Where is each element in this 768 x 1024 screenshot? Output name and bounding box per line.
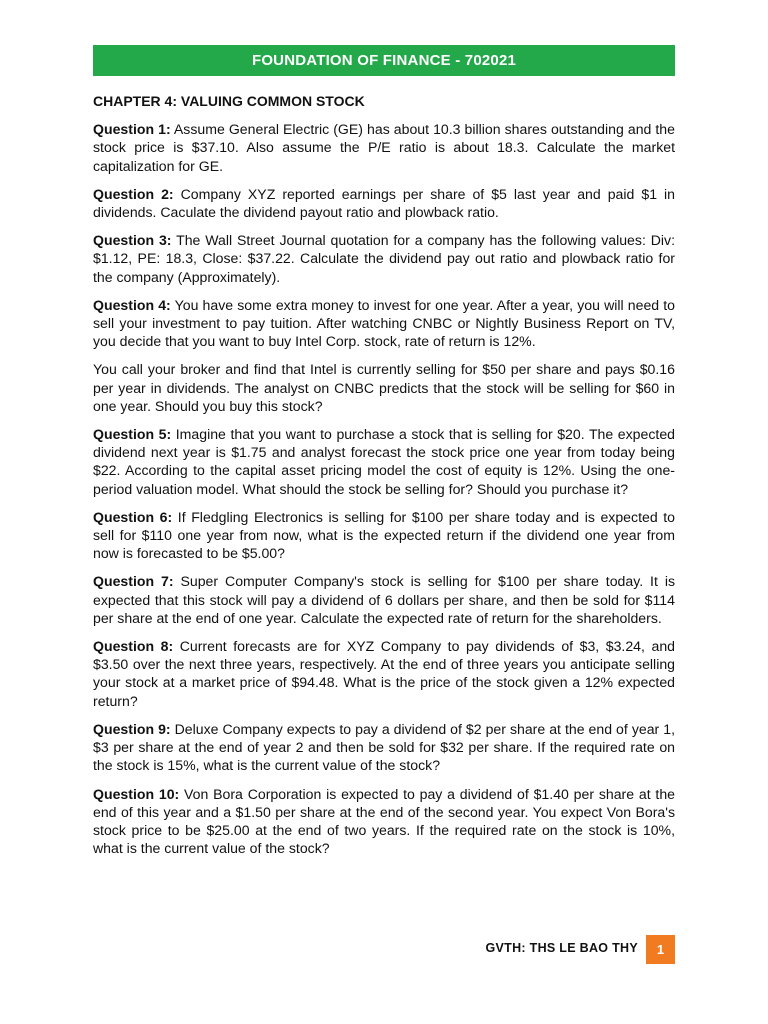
question-label: Question 3: [93, 232, 172, 249]
question-8 [93, 637, 675, 710]
document-title: FOUNDATION OF FINANCE - 702021 [251, 52, 517, 69]
question-text: Deluxe Company expects to pay a dividend of $2 per share at the end of year 1, $3 per share at the end of year 2 and then be sold for $32 per share. If the required rate on the stock is 15%, what is the current value of the stock? [93, 720, 675, 774]
question-label: Question 4: [93, 296, 171, 313]
question-text: Imagine that you want to purchase a stock that is selling for $20. The expected dividend next year is $1.75 and analyst forecast the stock price one year from today being $22. According to the capital asset pricing model the cost of equity is 12%. Using the one-period valuation model. What should the stock be selling for? Should you purchase it? [93, 426, 675, 497]
question-label: Question 2: [93, 185, 174, 202]
document-body [93, 92, 675, 867]
question-label: Question 7: [93, 573, 174, 590]
question-7 [93, 572, 675, 627]
question-4 [93, 296, 675, 351]
question-text: Assume General Electric (GE) has about 10.3 billion shares outstanding and the stock price is $37.10. Also assume the P/E ratio is about 18.3. Calculate the market capitalization for GE. [93, 121, 675, 174]
question-label: Question 1: [93, 121, 171, 138]
question-1 [93, 120, 675, 175]
question-text: Company XYZ reported earnings per share of $5 last year and paid $1 in dividends. Caculate the dividend payout ratio and plowback ratio. [93, 185, 675, 221]
question-text: You call your broker and find that Intel is currently selling for $50 per share and pays $0.16 per year in dividends. The analyst on CNBC predicts that the stock will be selling for $60 in one year. Should you buy this stock? [93, 361, 675, 414]
document-header [93, 45, 675, 76]
question-10 [93, 785, 675, 858]
question-label: Question 10: [93, 785, 180, 802]
question-label: Question 5: [93, 426, 172, 443]
question-9 [93, 720, 675, 775]
question-text: You have some extra money to invest for one year. After a year, you will need to sell your investment to pay tuition. After watching CNBC or Nightly Business Report on TV, you decide that you want to buy Intel Corp. stock, rate of return is 12%. [93, 296, 676, 350]
question-6 [93, 508, 675, 563]
chapter-heading: CHAPTER 4: VALUING COMMON STOCK [93, 93, 365, 109]
question-4-continued [93, 360, 675, 415]
footer-instructor: GVTH: THS LE BAO THY [485, 941, 638, 955]
page-number-badge [646, 935, 675, 964]
question-2 [93, 185, 675, 221]
question-5 [93, 425, 675, 498]
question-label: Question 9: [93, 720, 171, 737]
question-text: The Wall Street Journal quotation for a company has the following values: Div: $1.12, PE: 18.3, Close: $37.22. Calculate the dividend pay out ratio and plowback ratio for the company (Approximately). [93, 232, 675, 285]
question-text: Von Bora Corporation is expected to pay a dividend of $1.40 per share at the end of this year and a $1.50 per share at the end of the second year. You expect Von Bora's stock price to be $25.00 at the end of two years. If the required rate on the stock is 10%, what is the current value of the stock? [93, 785, 675, 857]
question-3 [93, 231, 675, 286]
question-text: Super Computer Company's stock is selling for $100 per share today. It is expected that this stock will pay a dividend of 6 dollars per share, and then be sold for $114 per share at the end of one year. Calculate the expected rate of return for the shareholders. [93, 573, 675, 626]
question-label: Question 6: [93, 508, 173, 525]
question-text: If Fledgling Electronics is selling for $100 per share today and is expected to sell for $110 one year from now, what is the expected return if the dividend one year from now is forecasted to be $5.00? [93, 508, 675, 562]
question-label: Question 8: [93, 638, 174, 655]
question-text: Current forecasts are for XYZ Company to pay dividends of $3, $3.24, and $3.50 over the next three years, respectively. At the end of three years you anticipate selling your stock at a market price of $94.48. What is the price of the stock given a 12% expected return? [93, 638, 675, 709]
page-number: 1 [656, 942, 665, 957]
